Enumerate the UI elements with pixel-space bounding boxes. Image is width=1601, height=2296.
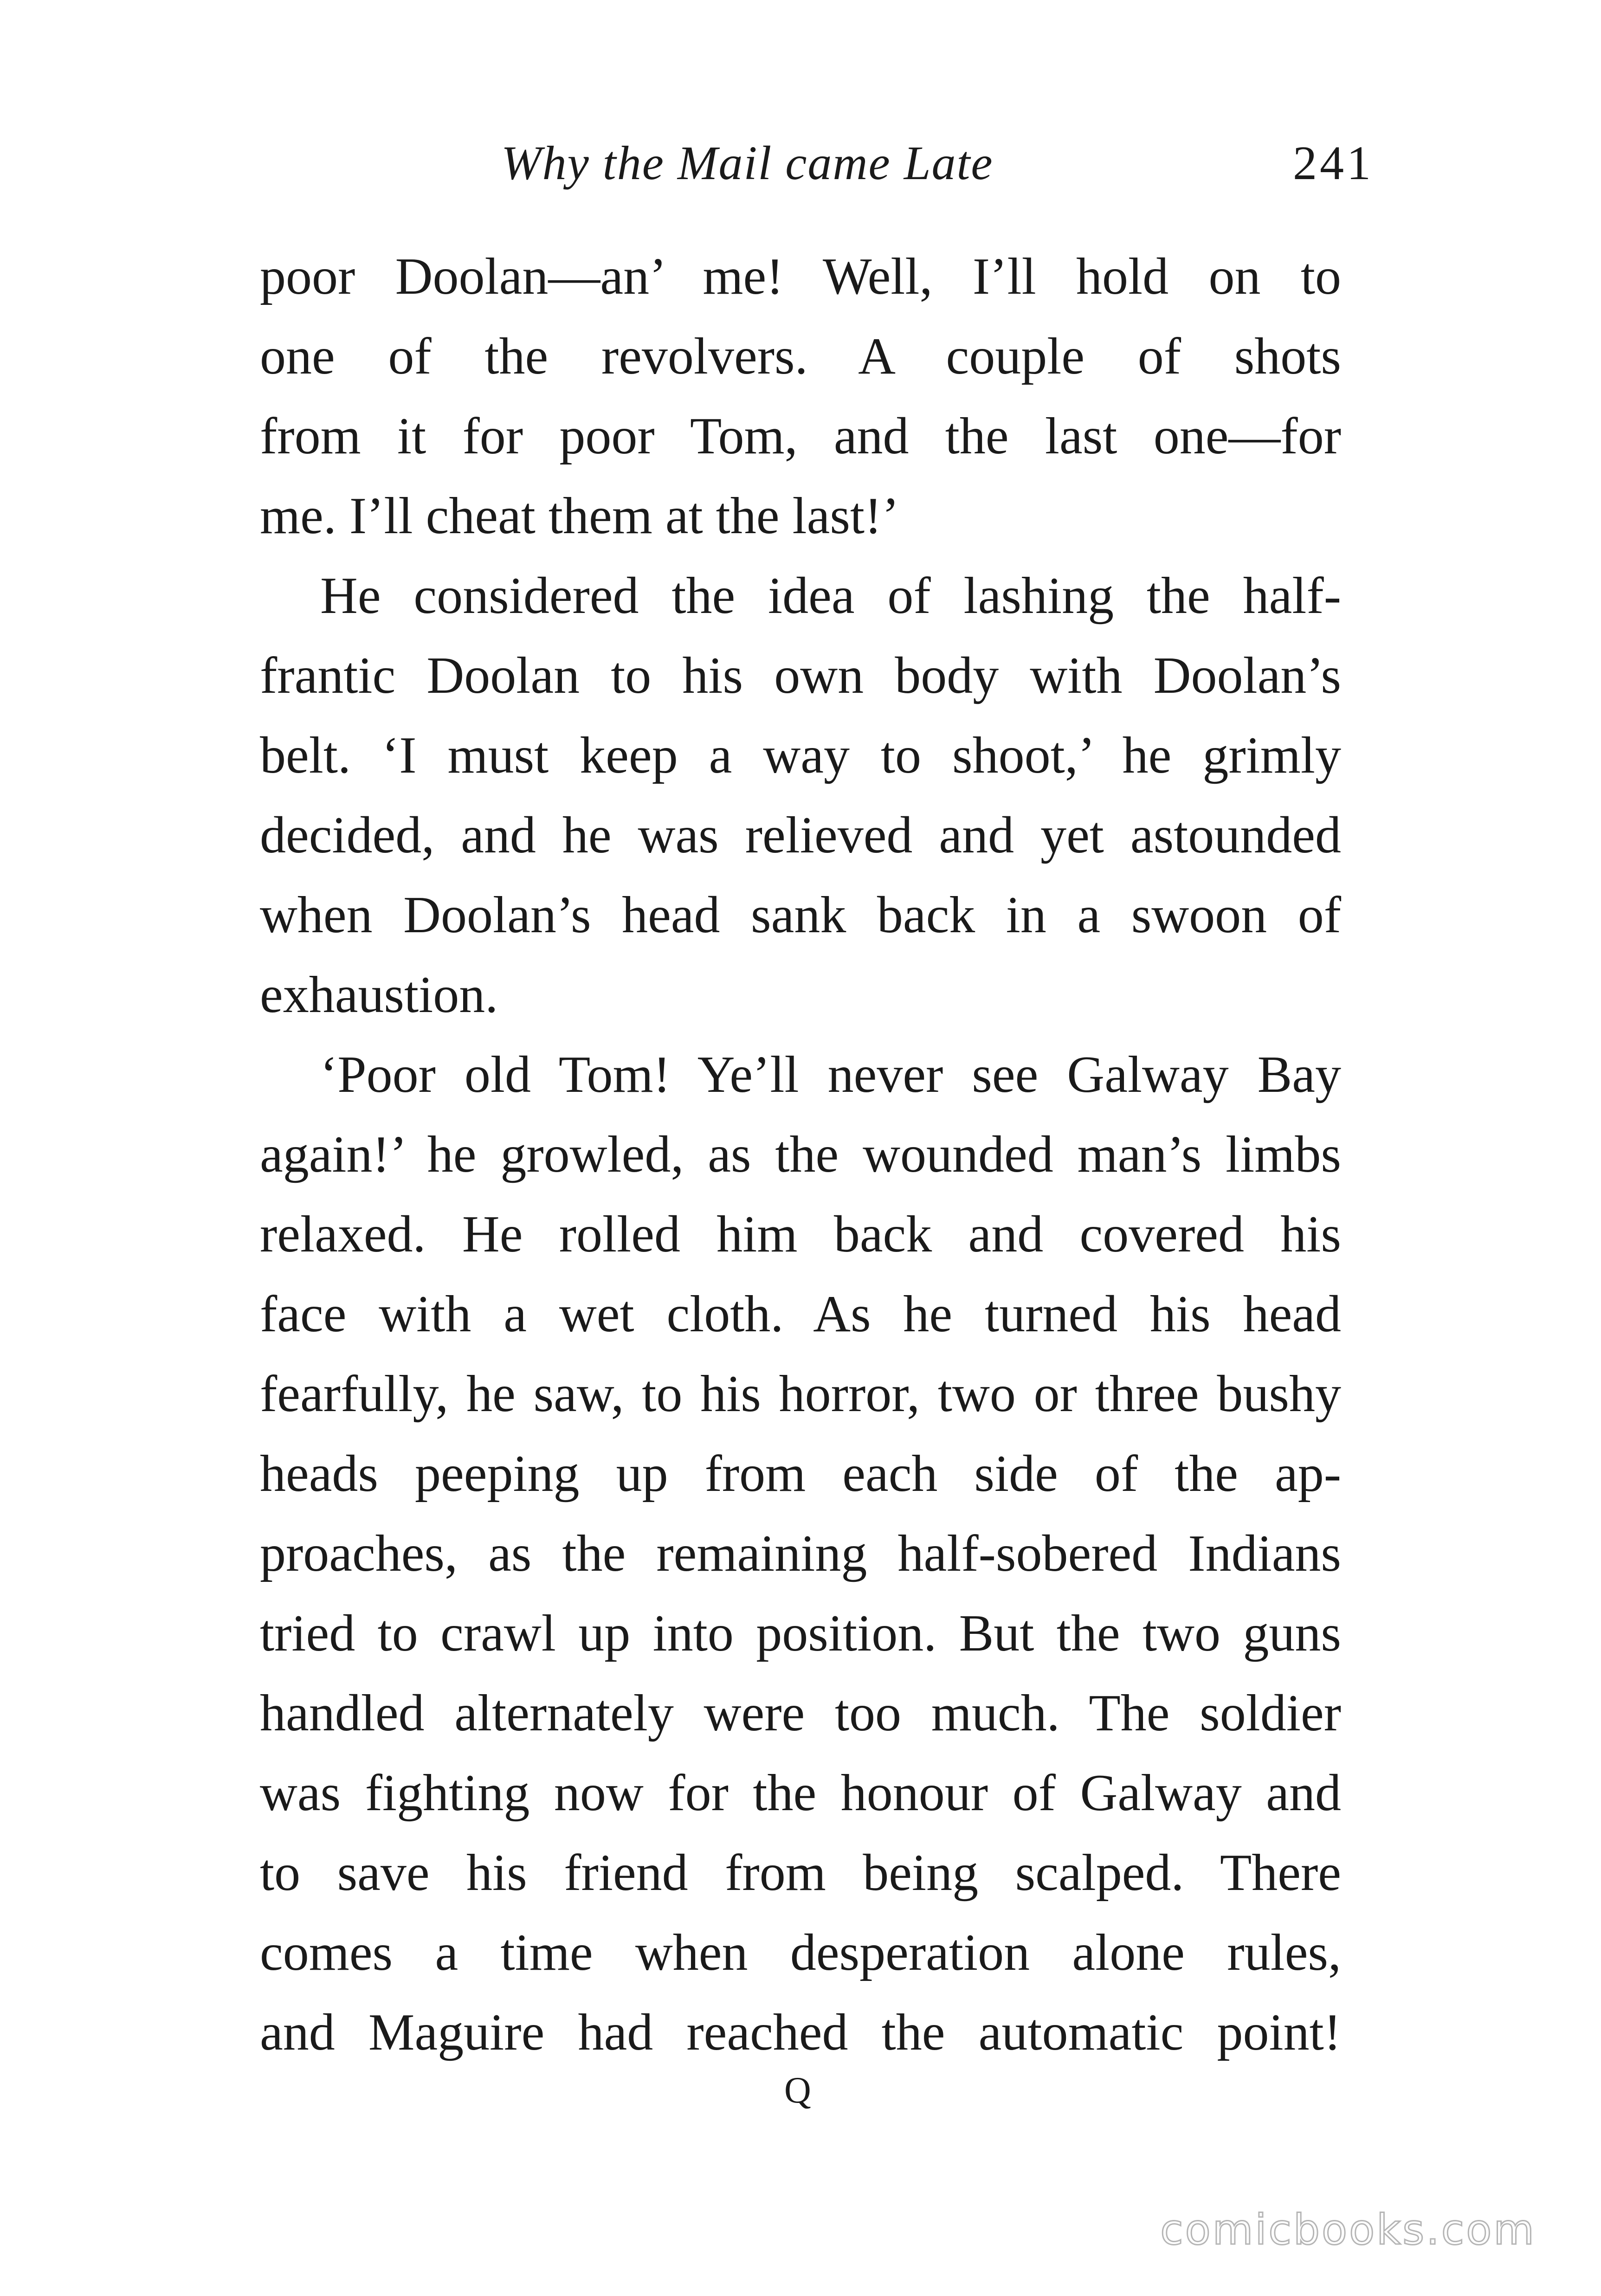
paragraph [260,556,1341,1035]
text-line: frantic Doolan to his own body with Doolan’s [260,647,1341,704]
text-line: ‘Poor old Tom! Ye’ll never see Galway Bay [320,1046,1341,1103]
text-line: to save his friend from being scalped. There [260,1844,1341,1902]
text-line: exhaustion. [260,966,498,1024]
signature-mark: Q [784,2070,812,2111]
text-line: from it for poor Tom, and the last one—for [260,407,1341,465]
page-number: 241 [1293,136,1374,190]
paragraph [260,1035,1341,2072]
text-line: decided, and he was relieved and yet astounded [260,806,1341,864]
body-text [260,237,1341,2072]
text-line: me. I’ll cheat them at the last!’ [260,487,899,545]
text-line: comes a time when desperation alone rules, [260,1924,1341,1981]
text-line: again!’ he growled, as the wounded man’s limbs [260,1126,1341,1183]
watermark: comicbooks.com [1160,2206,1536,2254]
running-title: Why the Mail came Late [501,136,994,190]
paragraph [260,237,1341,556]
text-line: one of the revolvers. A couple of shots [260,328,1341,385]
text-line: poor Doolan—an’ me! Well, I’ll hold on to [260,248,1341,305]
text-line: He considered the idea of lashing the half- [320,567,1341,625]
text-line: face with a wet cloth. As he turned his head [260,1285,1341,1343]
text-line: proaches, as the remaining half-sobered Indians [260,1525,1341,1582]
text-line: relaxed. He rolled him back and covered his [260,1206,1341,1263]
text-line: was fighting now for the honour of Galway and [260,1764,1341,1822]
running-head [501,135,1374,200]
text-line: when Doolan’s head sank back in a swoon of [260,886,1341,944]
text-line: and Maguire had reached the automatic point! [260,2004,1341,2061]
text-line: heads peeping up from each side of the ap- [260,1445,1341,1503]
text-line: tried to crawl up into position. But the two guns [260,1605,1341,1662]
text-line: fearfully, he saw, to his horror, two or three bushy [260,1365,1341,1423]
text-line: handled alternately were too much. The soldier [260,1684,1341,1742]
text-line: belt. ‘I must keep a way to shoot,’ he grimly [260,727,1341,784]
